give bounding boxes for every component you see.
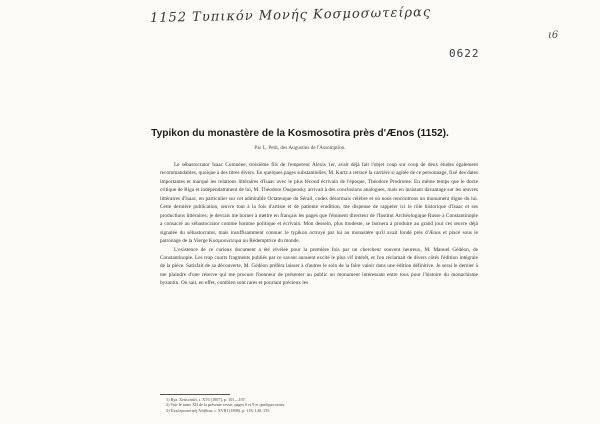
stamp-number: 0622 bbox=[449, 47, 480, 60]
footnotes bbox=[166, 397, 466, 413]
paragraph: L'existence de ce curieux document a été révélée pour la première fois par un chercheur souvent heureux, M. Manuel Gédéon, de Constantinople. Les trop courts fragments publiés par ce savant auraient excité le plus vif intérêt, et l'on réclamait de divers côtés l'édition intégrale de la pièce. Satisfait de sa découverte, M. Gédéon préféra laisser à d'autres le soin de la faire valoir dans une édition définitive. Je serai le dernier à me plaindre d'une réserve qui me procure l'honneur de présenter au public un monument intéressant entre tous pour l'histoire du monachisme byzantin. On sait, en effet, combien sont rares et pourtant précieux les bbox=[160, 246, 478, 287]
handwritten-note: 1152 Τυπικόν Μονής Κοσμοσωτείρας bbox=[149, 5, 432, 26]
byline: Par L. Petit, des Augustins de l'Assomption. bbox=[254, 145, 346, 151]
paragraph: Le sébastocrator Isaac Comnène, troisième fils de l'empereur Alexis 1er, avait déjà fait l'objet coup sur coup de deux études également recommandables, quoique à des titres divers. En quelques pages substantielles, M. Kurtz a retracé la carrière si agitée de ce personnage, fixé des dates importantes et marqué les relations littéraires d'Isaac avec le plus fécond écrivain de l'époque, Théodore Prodrome. En même temps que le docte critique de Riga et indépendamment de lui, M. Théodore Ouspensky arrivait à des conclusions analogues, mais en insistant davantage sur les œuvres littéraires d'Isaac, en particulier sur cet admirable Octateuque du Sérail, codex désormais célèbre et où nous rencontrons un monument digne du lui. Cette dernière publication, œuvre tout à la fois d'artiste et de patiente érudition, me dispense de rappeler ici le rôle historique d'Isaac et ses productions littéraires; je devrais me borner à mettre en français les pages que l'éminent directeur de l'Institut Archéologique Russe à Constantinople a consacré au sébastocrator comme homme politique et écrivain. Mon dessein, plus modeste, se bornera à produire au grand jour ces œuvre déjà signalée du sébastocrator, mais insuffisamment connue: le typikon octroyé par lui au monastère qu'il avait fondé près d'Ænos et placé sous le patronage de la Vierge Κοσμοσώτειρα ou Rédemptrice du monde. bbox=[160, 162, 478, 245]
footnote: 2) Voir le tome XII de la présente revue, pages 6 et 9 et quelques notes. bbox=[166, 402, 286, 408]
article-body bbox=[160, 161, 478, 288]
footnote: 3) Ἐκκλησιαστικὴ Ἀλήθεια, t. XVIII (1898), p. 118, 140, 155. bbox=[166, 407, 271, 413]
footnote-rule bbox=[160, 394, 230, 395]
article-title: Typikon du monastère de la Kosmosotira près d'Ænos (1152). bbox=[151, 128, 449, 139]
corner-note: ι6 bbox=[548, 30, 559, 41]
footnote: 1) Byz. Zeitschrift, t. XVI (1907), p. 101—107. bbox=[166, 397, 246, 402]
